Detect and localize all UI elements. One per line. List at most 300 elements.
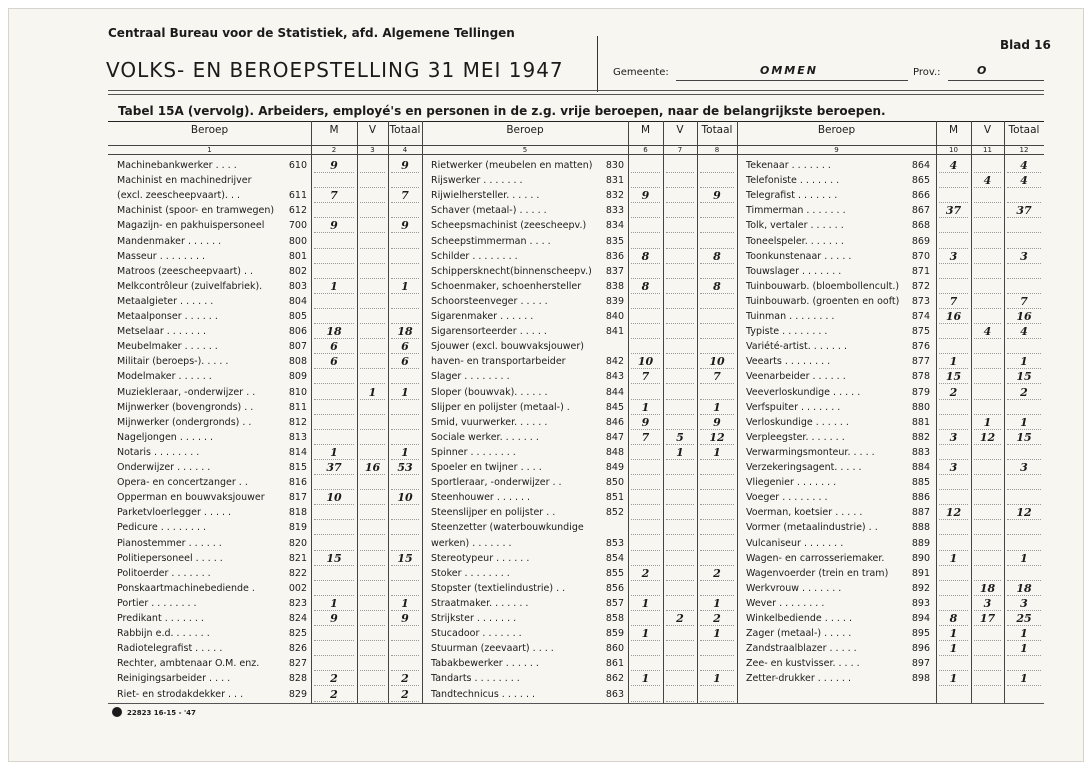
value-v: 1: [368, 385, 377, 399]
entry-line: [666, 655, 694, 656]
value-totaal: 2: [713, 566, 721, 580]
occupation-name: Predikant . . . . . . .: [117, 613, 204, 624]
entry-line: [666, 565, 694, 566]
value-totaal: 8: [713, 249, 721, 263]
entry-line: [314, 338, 354, 339]
entry-line: [314, 595, 354, 596]
occupation-name: Zee- en kustvisser. . . . .: [746, 658, 860, 670]
entry-line: [666, 414, 694, 415]
value-totaal: 4: [1020, 325, 1028, 339]
entry-line: [1007, 595, 1041, 596]
entry-line: [666, 670, 694, 671]
entry-line: [974, 519, 1001, 520]
occupation-code: 700: [288, 220, 307, 232]
section-divider: [737, 121, 738, 703]
occupation-code: 874: [911, 311, 930, 322]
entry-line: [391, 293, 419, 294]
value-m: 2: [949, 385, 958, 399]
entry-line: [1007, 625, 1041, 626]
entry-line: [974, 595, 1001, 596]
col-number: 10: [949, 146, 958, 154]
entry-line: [700, 368, 734, 369]
entry-line: [1007, 217, 1041, 218]
value-totaal: 7: [1020, 294, 1028, 308]
value-m: 1: [949, 551, 958, 565]
occupation-name: Melkcontrôleur (zuivelfabriek).: [117, 280, 263, 292]
entry-line: [939, 610, 968, 611]
value-totaal: 9: [401, 219, 409, 233]
entry-line: [700, 202, 734, 203]
occupation-name: Tandtechnicus . . . . . .: [431, 688, 536, 700]
occupation-name: Sjouwer (excl. bouwvaksjouwer): [431, 341, 585, 353]
occupation-code: 855: [605, 567, 624, 579]
entry-line: [1007, 534, 1041, 535]
value-totaal: 7: [401, 189, 409, 203]
value-totaal: 10: [397, 491, 413, 505]
entry-line: [631, 308, 660, 309]
entry-line: [391, 474, 419, 475]
entry-line: [391, 338, 419, 339]
value-totaal: 4: [1020, 159, 1028, 172]
occupation-name: Politoerder . . . . . . .: [117, 567, 211, 579]
entry-line: [631, 474, 660, 475]
entry-line: [391, 399, 419, 400]
entry-line: [360, 429, 385, 430]
occupation-name: Mijnwerker (ondergronds) . .: [117, 416, 252, 428]
value-v: 12: [979, 430, 996, 444]
occupation-name: Rechter, ambtenaar O.M. enz.: [117, 658, 260, 670]
occupation-code: 838: [605, 280, 624, 292]
entry-line: [666, 308, 694, 309]
entry-line: [314, 202, 354, 203]
value-m: 7: [330, 189, 338, 203]
value-totaal: 10: [709, 355, 725, 369]
entry-line: [360, 595, 385, 596]
entry-line: [1007, 610, 1041, 611]
value-v: 4: [983, 325, 992, 339]
col-number: 1: [207, 146, 212, 154]
value-totaal: 9: [401, 159, 409, 172]
value-m: 1: [641, 596, 650, 610]
occupation-code: 803: [288, 280, 307, 292]
entry-line: [700, 232, 734, 233]
entry-line: [700, 383, 734, 384]
occupation-name: Toonkunstenaar . . . . .: [746, 250, 852, 262]
occupation-name: Typiste . . . . . . . .: [746, 326, 828, 338]
entry-line: [314, 685, 354, 686]
occupation-name: Notaris . . . . . . . .: [117, 446, 200, 458]
value-m: 8: [641, 249, 650, 263]
occupation-name: Verfspuiter . . . . . . .: [746, 401, 841, 413]
occupation-name: Timmerman . . . . . . .: [746, 205, 846, 217]
entry-line: [1007, 685, 1041, 686]
entry-line: [314, 414, 354, 415]
occupation-name: Verpleegster. . . . . . .: [746, 431, 845, 443]
entry-line: [1007, 353, 1041, 354]
entry-line: [700, 610, 734, 611]
occupation-name: Tolk, vertaler . . . . . .: [746, 220, 844, 232]
occupation-name: Pianostemmer . . . . . .: [117, 537, 222, 549]
occupation-code: 848: [605, 446, 624, 458]
value-totaal: 15: [397, 551, 413, 565]
entry-line: [700, 293, 734, 294]
value-totaal: 37: [1016, 204, 1032, 218]
value-totaal: 12: [709, 430, 725, 444]
occupation-code: 847: [605, 431, 624, 443]
occupation-name: Zandstraalblazer . . . . .: [746, 643, 857, 655]
header-divider: [597, 36, 598, 92]
entry-line: [631, 217, 660, 218]
occupation-code: 875: [911, 326, 930, 338]
occupation-code: 851: [605, 492, 624, 504]
entry-line: [314, 232, 354, 233]
col-number: 11: [983, 146, 992, 154]
entry-line: [314, 444, 354, 445]
entry-line: [360, 685, 385, 686]
entry-line: [391, 685, 419, 686]
entry-line: [939, 278, 968, 279]
occupation-code: 802: [288, 265, 307, 277]
occupation-name: Wagen- en carrosseriemaker.: [746, 552, 885, 564]
entry-line: [360, 323, 385, 324]
occupation-code: 807: [288, 341, 307, 353]
entry-line: [700, 323, 734, 324]
entry-line: [666, 293, 694, 294]
entry-line: [391, 580, 419, 581]
entry-line: [631, 263, 660, 264]
occupation-name: Verzekeringsagent. . . . .: [746, 462, 862, 473]
entry-line: [974, 263, 1001, 264]
entry-line: [1007, 338, 1041, 339]
entry-line: [700, 399, 734, 400]
entry-line: [1007, 308, 1041, 309]
value-m: 1: [330, 279, 338, 293]
occupation-name: Riet- en strodakdekker . . .: [117, 688, 244, 700]
occupation-code: 825: [288, 628, 307, 640]
occupation-code: 830: [605, 160, 624, 171]
occupation-name: Masseur . . . . . . . .: [117, 250, 206, 262]
occupation-name: Rijwielhersteller. . . . . .: [431, 190, 540, 202]
entry-line: [666, 202, 694, 203]
occupation-name: Vliegenier . . . . . . .: [746, 477, 837, 489]
entry-line: [360, 565, 385, 566]
entry-line: [631, 248, 660, 249]
value-m: 1: [641, 400, 650, 414]
entry-line: [974, 625, 1001, 626]
occupation-code: 800: [288, 235, 307, 247]
entry-line: [391, 701, 419, 702]
occupation-code: 826: [288, 643, 307, 655]
entry-line: [974, 383, 1001, 384]
entry-line: [974, 278, 1001, 279]
occupation-code: 828: [288, 673, 307, 685]
value-m: 9: [330, 159, 338, 172]
value-v: 4: [983, 174, 992, 188]
entry-line: [391, 414, 419, 415]
entry-line: [974, 640, 1001, 641]
col-number: 12: [1019, 146, 1029, 154]
occupation-name: Metaalponser . . . . . .: [117, 311, 218, 322]
value-v: 1: [676, 445, 684, 459]
entry-line: [314, 489, 354, 490]
occupation-name: Telefoniste . . . . . . .: [746, 175, 840, 187]
entry-line: [391, 670, 419, 671]
entry-line: [1007, 278, 1041, 279]
entry-line: [974, 685, 1001, 686]
col-header-totaal: Totaal: [701, 124, 733, 136]
table-top-border: [108, 121, 1044, 122]
value-m: 4: [949, 159, 958, 172]
occupation-name: Strijkster . . . . . . .: [431, 613, 517, 624]
col-header-v: V: [983, 124, 992, 136]
entry-line: [314, 474, 354, 475]
value-totaal: 3: [1020, 461, 1028, 474]
entry-line: [939, 338, 968, 339]
occupation-code: 897: [911, 658, 930, 670]
value-m: 6: [330, 340, 338, 354]
occupation-name: Vulcaniseur . . . . . . .: [746, 537, 844, 549]
entry-line: [314, 701, 354, 702]
occupation-code: 895: [911, 628, 930, 640]
entry-line: [391, 248, 419, 249]
entry-line: [666, 368, 694, 369]
entry-line: [631, 278, 660, 279]
gemeente-label: Gemeente:: [613, 67, 669, 78]
value-m: 7: [641, 430, 650, 444]
entry-line: [1007, 368, 1041, 369]
entry-line: [360, 278, 385, 279]
col-number: 9: [834, 146, 839, 154]
entry-line: [631, 202, 660, 203]
occupation-name: Stereotypeur . . . . . .: [431, 552, 530, 564]
value-totaal: 1: [1020, 642, 1028, 656]
occupation-code: 821: [288, 552, 307, 564]
entry-line: [1007, 187, 1041, 188]
value-totaal: 6: [401, 355, 409, 369]
occupation-code: 833: [605, 205, 624, 217]
entry-line: [391, 263, 419, 264]
occupation-code: 804: [288, 295, 307, 307]
entry-line: [391, 655, 419, 656]
entry-line: [939, 625, 968, 626]
occupation-name: Radiotelegrafist . . . . .: [117, 643, 223, 655]
entry-line: [314, 217, 354, 218]
entry-line: [700, 444, 734, 445]
occupation-code: 832: [605, 190, 624, 202]
occupation-name: Rabbijn e.d. . . . . . .: [117, 628, 210, 640]
value-totaal: 1: [713, 445, 721, 459]
entry-line: [360, 550, 385, 551]
value-totaal: 2: [1020, 385, 1028, 399]
entry-line: [391, 459, 419, 460]
occupation-code: 885: [911, 477, 930, 489]
entry-line: [666, 399, 694, 400]
occupation-code: 859: [605, 628, 624, 640]
occupation-name: Muziekleraar, -onderwijzer . .: [117, 386, 256, 398]
entry-line: [314, 368, 354, 369]
occupation-code: 805: [288, 311, 307, 322]
occupation-name: Steenslijper en polijster . .: [431, 507, 556, 519]
entry-line: [1007, 383, 1041, 384]
value-v: 16: [364, 461, 381, 474]
value-totaal: 6: [401, 340, 409, 354]
entry-line: [631, 338, 660, 339]
entry-line: [939, 383, 968, 384]
occupation-code: 881: [911, 416, 930, 428]
value-m: 9: [330, 219, 338, 233]
entry-line: [939, 534, 968, 535]
value-m: 9: [641, 415, 650, 429]
occupation-code: 862: [605, 673, 624, 685]
value-totaal: 9: [401, 612, 409, 625]
entry-line: [360, 489, 385, 490]
value-totaal: 1: [1020, 355, 1028, 369]
occupation-name: Sportleraar, -onderwijzer . .: [431, 477, 562, 489]
occupation-name: Metaalgieter . . . . . .: [117, 295, 214, 307]
occupation-name: Stopster (textielindustrie) . .: [431, 582, 566, 594]
occupation-code: 809: [288, 371, 307, 383]
value-m: 15: [945, 370, 962, 384]
value-totaal: 4: [1020, 174, 1028, 188]
value-totaal: 1: [401, 279, 409, 293]
occupation-name: Matroos (zeescheepvaart) . .: [117, 265, 254, 277]
entry-line: [391, 353, 419, 354]
entry-line: [700, 550, 734, 551]
occupation-name: Schoenmaker, schoenhersteller: [431, 280, 582, 292]
entry-line: [939, 323, 968, 324]
occupation-name: Veearts . . . . . . . .: [746, 356, 831, 368]
entry-line: [360, 701, 385, 702]
entry-line: [631, 444, 660, 445]
entry-line: [939, 187, 968, 188]
occupation-code: 886: [911, 492, 930, 504]
value-totaal: 18: [1016, 581, 1032, 595]
value-m: 7: [949, 294, 958, 308]
occupation-code: 894: [911, 613, 930, 624]
occupation-code: 879: [911, 386, 930, 398]
entry-line: [1007, 474, 1041, 475]
entry-line: [700, 308, 734, 309]
entry-line: [666, 248, 694, 249]
header-number-separator: [108, 154, 422, 155]
occupation-code: 857: [605, 597, 624, 609]
entry-line: [939, 595, 968, 596]
entry-line: [631, 625, 660, 626]
occupation-name: Nageljongen . . . . . .: [117, 431, 214, 443]
entry-line: [360, 202, 385, 203]
entry-line: [666, 519, 694, 520]
occupation-name: Spinner . . . . . . . .: [431, 446, 516, 458]
entry-line: [391, 172, 419, 173]
occupation-name: Portier . . . . . . . .: [117, 597, 197, 609]
occupation-name: Straatmaker. . . . . . .: [431, 597, 529, 609]
occupation-name: Ponskaartmachinebediende .: [117, 582, 255, 594]
occupation-code: 898: [911, 673, 930, 685]
occupation-code: 863: [605, 688, 624, 700]
occupation-name: Toneelspeler. . . . . . .: [746, 235, 844, 247]
entry-line: [700, 580, 734, 581]
entry-line: [631, 504, 660, 505]
value-m: 15: [326, 551, 342, 565]
value-m: 18: [326, 325, 342, 339]
entry-line: [631, 640, 660, 641]
occupation-name: Rietwerker (meubelen en matten): [431, 160, 593, 171]
occupation-code: 808: [288, 356, 307, 368]
entry-line: [700, 278, 734, 279]
value-totaal: 1: [713, 596, 721, 610]
occupation-code: 882: [911, 431, 930, 443]
entry-line: [939, 399, 968, 400]
entry-line: [1007, 323, 1041, 324]
entry-line: [391, 519, 419, 520]
entry-line: [391, 187, 419, 188]
occupation-name: Scheepsmachinist (zeescheepv.): [431, 220, 587, 232]
entry-line: [360, 459, 385, 460]
entry-line: [666, 595, 694, 596]
occupation-name: Reinigingsarbeider . . . .: [117, 673, 231, 685]
entry-line: [1007, 504, 1041, 505]
occupation-code: 872: [911, 280, 930, 292]
value-totaal: 9: [713, 415, 721, 429]
entry-line: [391, 610, 419, 611]
occupation-code: 817: [288, 492, 307, 504]
occupation-name: Machinist en machinedrijver: [117, 175, 252, 187]
occupation-code: 813: [288, 431, 307, 443]
occupation-code: 883: [911, 446, 930, 458]
value-totaal: 12: [1016, 506, 1032, 520]
occupation-name: Zager (metaal-) . . . . .: [746, 628, 852, 640]
entry-line: [391, 444, 419, 445]
occupation-name: Smid, vuurwerker. . . . . .: [431, 416, 548, 428]
occupation-name: Slager . . . . . . . .: [431, 371, 510, 383]
entry-line: [1007, 248, 1041, 249]
occupation-name: Schippersknecht(binnenscheepv.): [431, 265, 592, 277]
occupation-code: 002: [288, 582, 307, 594]
gemeente-value: OMMEN: [760, 64, 818, 77]
entry-line: [360, 670, 385, 671]
form-title: VOLKS- EN BEROEPSTELLING 31 MEI 1947: [106, 58, 564, 82]
occupation-code: 878: [911, 371, 930, 383]
entry-line: [360, 399, 385, 400]
entry-line: [1007, 459, 1041, 460]
entry-line: [939, 504, 968, 505]
entry-line: [974, 610, 1001, 611]
occupation-code: 867: [911, 205, 930, 217]
entry-line: [631, 187, 660, 188]
entry-line: [939, 263, 968, 264]
entry-line: [700, 565, 734, 566]
occupation-name: Voeger . . . . . . . .: [746, 492, 828, 504]
col-header-beroep: Beroep: [506, 124, 544, 136]
entry-line: [631, 489, 660, 490]
entry-line: [700, 489, 734, 490]
entry-line: [631, 429, 660, 430]
occupation-code: 834: [605, 220, 624, 232]
entry-line: [1007, 263, 1041, 264]
entry-line: [314, 534, 354, 535]
occupation-name: Veeverloskundige . . . . .: [746, 386, 861, 398]
entry-line: [666, 534, 694, 535]
occupation-name: Onderwijzer . . . . . .: [117, 462, 211, 473]
entry-line: [360, 519, 385, 520]
value-m: 1: [641, 672, 650, 686]
entry-line: [974, 655, 1001, 656]
entry-line: [631, 655, 660, 656]
occupation-code: 841: [605, 326, 624, 338]
entry-line: [1007, 565, 1041, 566]
entry-line: [1007, 172, 1041, 173]
entry-line: [666, 232, 694, 233]
